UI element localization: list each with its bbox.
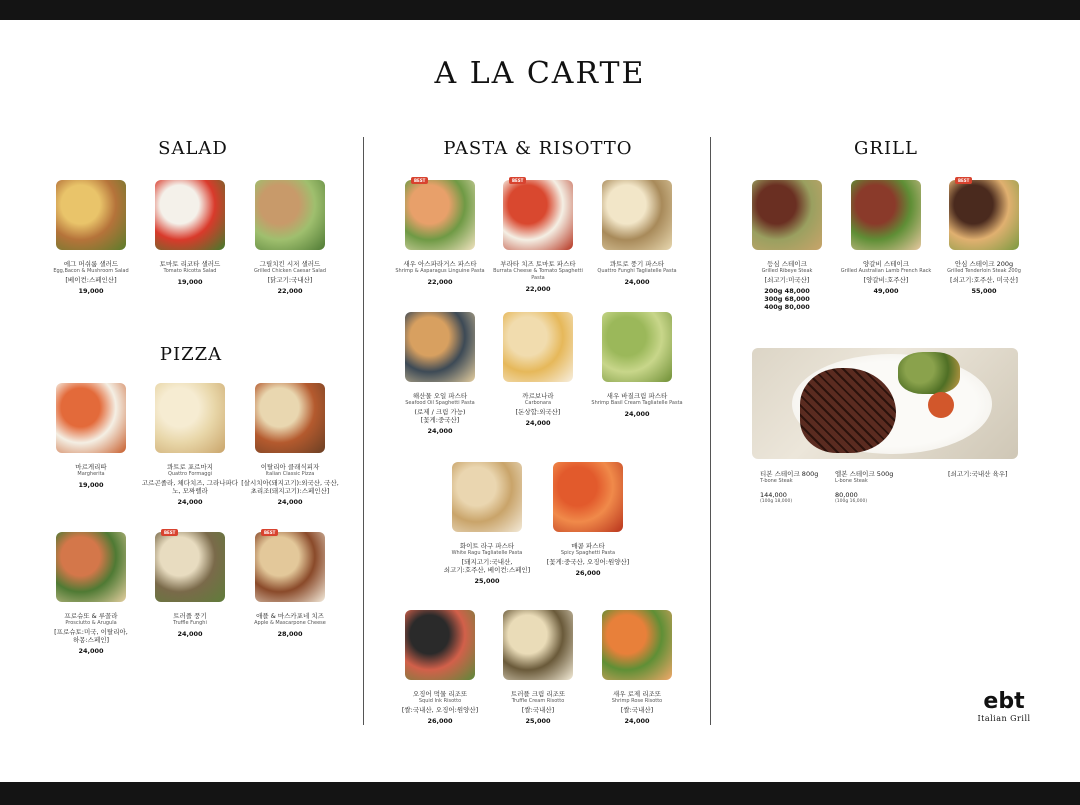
item-name-ko: 티본 스테이크 800g (760, 470, 819, 478)
dish-photo (405, 610, 475, 680)
dish-photo (405, 312, 475, 382)
ebt-logo (976, 690, 1032, 723)
dish-photo (56, 180, 126, 250)
item-price: 24,000 (427, 427, 453, 435)
menu-item (41, 180, 141, 295)
top-bar (0, 0, 1080, 20)
dish-photo (255, 180, 325, 250)
column-divider (710, 137, 711, 725)
dish-photo (155, 180, 225, 250)
menu-item (390, 180, 490, 286)
item-price: 19,000 (177, 278, 203, 286)
item-name-en: Squid Ink Risotto (418, 698, 462, 704)
item-price: 80,000 (835, 491, 858, 499)
item-price: 28,000 (277, 630, 303, 638)
menu-item (140, 180, 240, 286)
dish-photo (602, 610, 672, 680)
menu-item (240, 180, 340, 295)
item-name-ko: 토마토 리코타 샐러드 (159, 260, 221, 268)
item-extra: [프로슈토:미국, 이탈리아, 하몽:스페인] (54, 628, 128, 644)
dish-photo (255, 532, 325, 602)
item-name-ko: 등심 스테이크 (767, 260, 807, 268)
best-badge: BEST (161, 529, 178, 536)
dish-photo (405, 180, 475, 250)
menu-item (140, 532, 240, 638)
item-extra: [닭고기:국내산] (267, 276, 313, 284)
column-divider (363, 137, 364, 725)
item-name-en: Shrimp & Asparagus Linguine Pasta (395, 268, 485, 274)
section-title-grill: GRILL (854, 138, 918, 159)
item-name-ko: 이탈리아 클래식피자 (260, 463, 320, 471)
menu-item (390, 312, 490, 435)
item-name-en: Grilled Ribeye Steak (761, 268, 813, 274)
best-badge: BEST (955, 177, 972, 184)
item-extra: [돼지고기:국내산, 쇠고기:호주산, 베이컨:스페인] (443, 558, 531, 574)
menu-item (587, 180, 687, 286)
item-name-en: T-bone Steak (760, 478, 793, 484)
best-badge: BEST (261, 529, 278, 536)
item-extra: [살시치아(돼지고기):외국산, 국산, 초리조(돼지고기):스페인산] (241, 479, 339, 495)
item-name-en: Margherita (77, 471, 105, 477)
item-name-ko: 새우 바질크림 파스타 (606, 392, 668, 400)
weight-price: 200g 48,000 (764, 287, 810, 295)
item-name-en: Burrata Cheese & Tomato Spaghetti Pasta (493, 268, 583, 281)
dish-photo (56, 383, 126, 453)
item-name-ko: 안심 스테이크 200g (954, 260, 1014, 268)
item-extra: [쌀:국내산, 오징어:원양산] (401, 706, 479, 714)
page-title: A LA CARTE (434, 56, 646, 91)
menu-item (587, 312, 687, 418)
item-price: 24,000 (525, 419, 551, 427)
item-price: 24,000 (177, 498, 203, 506)
item-name-ko: 해산물 오일 파스타 (412, 392, 468, 400)
dish-photo (602, 312, 672, 382)
best-badge: BEST (411, 177, 428, 184)
menu-item (538, 462, 638, 577)
logo-mark: ebt (983, 689, 1025, 714)
item-name-ko: 매콤 파스타 (571, 542, 605, 550)
menu-item-lbone (835, 470, 925, 505)
item-name-en: Shrimp Basil Cream Tagliatelle Pasta (591, 400, 683, 406)
item-name-ko: 새우 아스파라거스 파스타 (403, 260, 477, 268)
item-price: 19,000 (78, 287, 104, 295)
item-name-en: Apple & Mascarpone Cheese (254, 620, 326, 626)
dish-photo (503, 610, 573, 680)
menu-item (836, 180, 936, 295)
menu-item (41, 532, 141, 655)
menu-item (934, 180, 1034, 295)
menu-item (390, 610, 490, 725)
item-price: 24,000 (78, 647, 104, 655)
menu-item (737, 180, 837, 311)
item-name-en: Grilled Tenderloin Steak 200g (947, 268, 1021, 274)
dish-photo (602, 180, 672, 250)
item-name-en: Tomato Ricotta Salad (163, 268, 217, 274)
item-origin: [쇠고기:국내산 육우] (948, 470, 1008, 478)
item-price: 19,000 (78, 481, 104, 489)
item-price: 22,000 (427, 278, 453, 286)
weight-price: 300g 68,000 (764, 295, 810, 303)
item-name-en: Egg,Bacon & Mushroom Salad (53, 268, 129, 274)
dish-photo (503, 180, 573, 250)
item-name-en: White Ragu Tagliatelle Pasta (451, 550, 523, 556)
dish-photo (553, 462, 623, 532)
item-price: 22,000 (525, 285, 551, 293)
item-name-ko: 마르게리따 (75, 463, 107, 471)
item-name-ko: 에그 머쉬룸 샐러드 (63, 260, 119, 268)
item-extra: [쇠고기:미국산] (764, 276, 810, 284)
item-extra: [쇠고기:호주산, 미국산] (950, 276, 1018, 284)
item-name-en: Truffle Funghi (173, 620, 207, 626)
item-name-en: Italian Classic Pizza (265, 471, 315, 477)
dish-photo (452, 462, 522, 532)
item-name-ko: 애플 & 마스카포네 치즈 (256, 612, 324, 620)
item-name-ko: 까르보나라 (522, 392, 554, 400)
item-name-en: Carbonara (524, 400, 552, 406)
item-name-en: Spicy Spaghetti Pasta (560, 550, 616, 556)
item-name-en: Grilled Australian Lamb French Rack (840, 268, 932, 274)
dish-photo (255, 383, 325, 453)
item-name-ko: 화이트 라구 파스타 (459, 542, 515, 550)
menu-item-origin-note (948, 470, 1038, 478)
item-name-ko: 엘본 스테이크 500g (835, 470, 894, 478)
menu-item (437, 462, 537, 585)
item-price: 26,000 (575, 569, 601, 577)
dish-photo (752, 180, 822, 250)
item-name-ko: 콰트로 포르마지 (166, 463, 214, 471)
menu-item (41, 383, 141, 489)
item-price: 55,000 (971, 287, 997, 295)
menu-item (488, 610, 588, 725)
item-extra: [꽃게:중국산, 오징어:원양산] (546, 558, 630, 566)
item-name-en: Seafood Oil Spaghetti Pasta (405, 400, 475, 406)
item-name-ko: 양갈비 스테이크 (862, 260, 910, 268)
section-title-pasta-risotto: PASTA & RISOTTO (443, 138, 633, 159)
item-price-per-100g: (100g 16,000) (835, 499, 868, 504)
weight-price: 400g 80,000 (764, 303, 810, 311)
bottom-bar (0, 782, 1080, 805)
item-price: 144,000 (760, 491, 787, 499)
menu-item (140, 383, 240, 506)
section-title-pizza: PIZZA (159, 344, 223, 365)
item-extra: [쌀:국내산] (521, 706, 555, 714)
item-price: 24,000 (177, 630, 203, 638)
menu-item (587, 610, 687, 725)
menu-item (240, 383, 340, 506)
dish-photo (155, 532, 225, 602)
item-name-ko: 오징어 먹물 리조또 (412, 690, 468, 698)
item-price: 24,000 (624, 410, 650, 418)
item-name-ko: 부라타 치즈 토마토 파스타 (500, 260, 576, 268)
dish-photo (56, 532, 126, 602)
item-extra: [쌀:국내산] (620, 706, 654, 714)
item-extra: 고르곤졸라, 체다치즈, 그라나파다노, 모짜렐라 (141, 479, 239, 495)
item-price: 25,000 (525, 717, 551, 725)
menu-item (488, 312, 588, 427)
item-name-ko: 트러플 크림 리조또 (510, 690, 566, 698)
item-name-en: Quattro Funghi Tagliatelle Pasta (597, 268, 677, 274)
dish-photo (155, 383, 225, 453)
section-title-salad: SALAD (158, 138, 228, 159)
item-price: 49,000 (873, 287, 899, 295)
item-extra: (로제 / 크림 가능) [꽃게:중국산] (414, 408, 466, 424)
item-name-ko: 프로슈또 & 루꼴라 (64, 612, 118, 620)
t-bone-steak-photo (752, 348, 1018, 459)
item-price: 24,000 (624, 717, 650, 725)
item-extra: [돈상합:외국산] (515, 408, 561, 416)
item-name-en: Truffle Cream Risotto (511, 698, 565, 704)
item-name-en: Grilled Chicken Caesar Salad (253, 268, 327, 274)
item-name-ko: 새우 로제 리조또 (612, 690, 662, 698)
item-price: 26,000 (427, 717, 453, 725)
item-price-per-100g: (100g 18,000) (760, 499, 793, 504)
item-name-en: Prosciutto & Arugula (65, 620, 117, 626)
menu-item (240, 532, 340, 638)
dish-photo (851, 180, 921, 250)
item-name-ko: 트러플 풍기 (173, 612, 207, 620)
logo-subtitle: Italian Grill (977, 714, 1031, 723)
item-price: 25,000 (474, 577, 500, 585)
item-name-en: Shrimp Rose Risotto (611, 698, 663, 704)
item-name-ko: 그릴치킨 시저 샐러드 (259, 260, 321, 268)
item-name-en: Quattro Formaggi (167, 471, 213, 477)
item-price: 24,000 (277, 498, 303, 506)
dish-photo (949, 180, 1019, 250)
item-extra: [양갈비:호주산] (863, 276, 909, 284)
menu-item (488, 180, 588, 293)
dish-photo (503, 312, 573, 382)
item-name-en: L-bone Steak (835, 478, 868, 484)
item-extra: [베이컨:스페인산] (65, 276, 117, 284)
best-badge: BEST (509, 177, 526, 184)
item-name-ko: 콰트로 풍기 파스타 (609, 260, 665, 268)
item-price: 24,000 (624, 278, 650, 286)
item-price: 22,000 (277, 287, 303, 295)
